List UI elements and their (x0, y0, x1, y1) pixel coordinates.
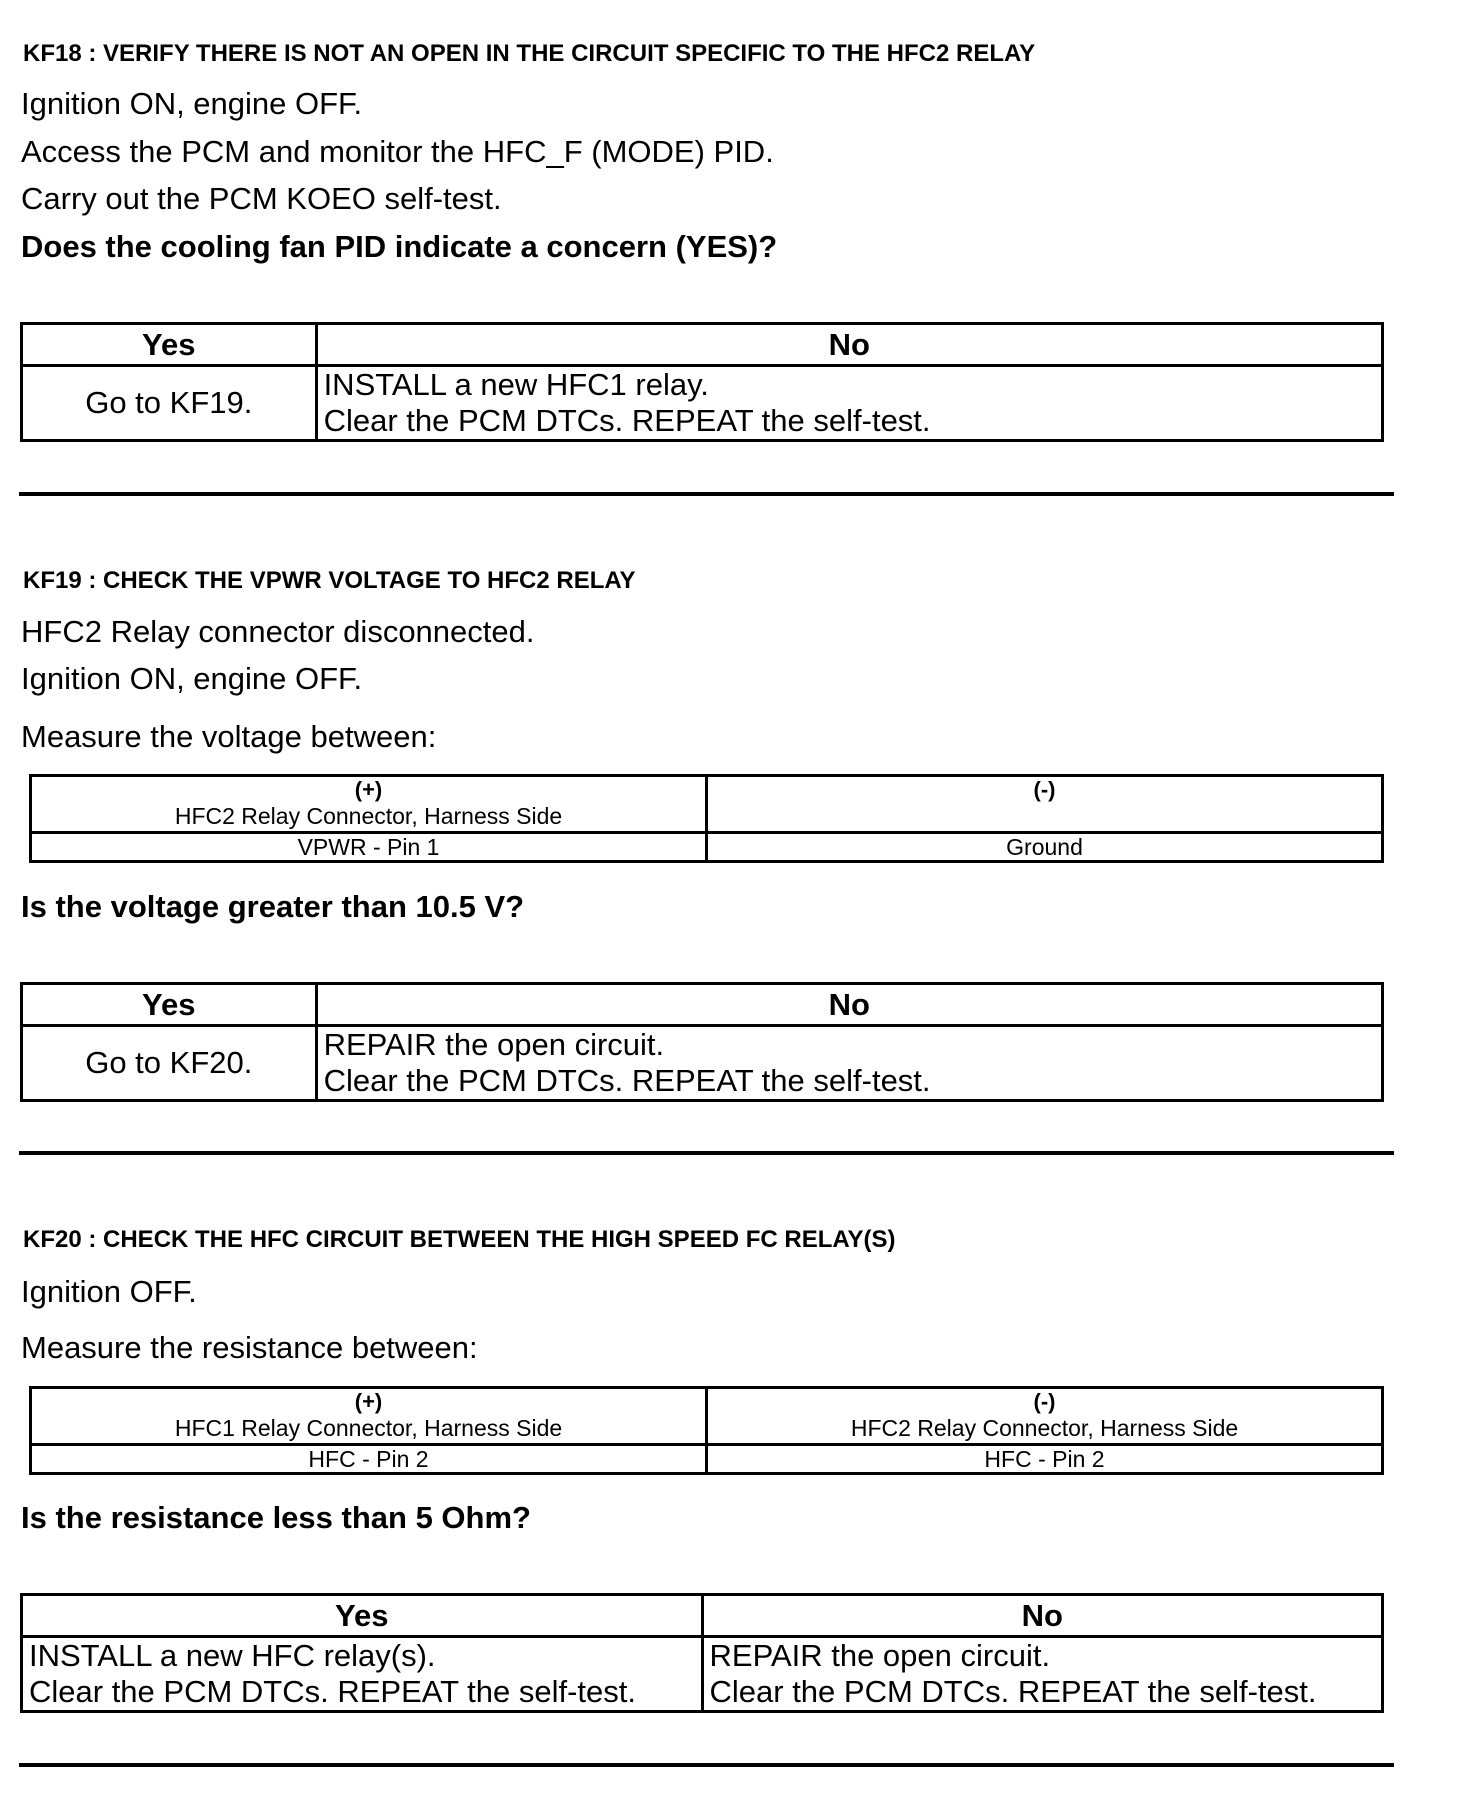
yes-header: Yes (22, 324, 317, 366)
kf19-heading: KF19 : CHECK THE VPWR VOLTAGE TO HFC2 RELAY (23, 567, 636, 594)
no-cell (316, 366, 1382, 441)
minus-header-cell (707, 776, 1383, 833)
kf18-heading: KF18 : VERIFY THERE IS NOT AN OPEN IN THE CIRCUIT SPECIFIC TO THE HFC2 RELAY (23, 40, 1036, 67)
kf20-result-table (20, 1593, 1384, 1713)
no-text-line: Clear the PCM DTCs. REPEAT the self-test. (323, 403, 931, 438)
yes-header: Yes (22, 1595, 703, 1637)
yes-cell (22, 1026, 317, 1101)
yes-cell (22, 1637, 703, 1712)
kf18-step-2: Access the PCM and monitor the HFC_F (MODE) PID. (21, 134, 774, 169)
kf19-measure-table (29, 774, 1384, 863)
kf20-heading: KF20 : CHECK THE HFC CIRCUIT BETWEEN THE HIGH SPEED FC RELAY(S) (23, 1226, 896, 1253)
no-text-line: Clear the PCM DTCs. REPEAT the self-test. (323, 1063, 931, 1098)
no-cell (702, 1637, 1383, 1712)
yes-header: Yes (22, 984, 317, 1026)
minus-symbol: (-) (1033, 1389, 1056, 1414)
minus-value: Ground (707, 833, 1383, 862)
kf19-step-3: Measure the voltage between: (21, 719, 437, 754)
plus-symbol: (+) (354, 1389, 383, 1414)
kf19-question: Is the voltage greater than 10.5 V? (21, 889, 525, 924)
no-text-line: REPAIR the open circuit. (709, 1638, 1051, 1673)
minus-value: HFC - Pin 2 (707, 1445, 1383, 1474)
yes-text-line: Go to KF20. (85, 1045, 253, 1080)
kf19-step-1: HFC2 Relay connector disconnected. (21, 614, 535, 649)
plus-header-cell (31, 1388, 707, 1445)
kf19-result-table (20, 982, 1384, 1102)
minus-header-cell (707, 1388, 1383, 1445)
no-header: No (316, 984, 1382, 1026)
minus-symbol: (-) (1033, 777, 1056, 802)
plus-value: VPWR - Pin 1 (31, 833, 707, 862)
kf20-question: Is the resistance less than 5 Ohm? (21, 1500, 531, 1535)
plus-value: HFC - Pin 2 (31, 1445, 707, 1474)
plus-symbol: (+) (354, 777, 383, 802)
yes-text-line: Go to KF19. (85, 385, 253, 420)
kf20-measure-table (29, 1386, 1384, 1475)
no-header: No (702, 1595, 1383, 1637)
section-divider (19, 492, 1394, 496)
section-divider (19, 1763, 1394, 1767)
yes-text-line: Clear the PCM DTCs. REPEAT the self-test. (29, 1674, 636, 1709)
section-divider (19, 1151, 1394, 1155)
plus-header-cell (31, 776, 707, 833)
kf19-step-2: Ignition ON, engine OFF. (21, 661, 363, 696)
plus-label: HFC1 Relay Connector, Harness Side (174, 1415, 563, 1441)
minus-label: HFC2 Relay Connector, Harness Side (850, 1415, 1239, 1441)
kf18-question: Does the cooling fan PID indicate a concern (YES)? (21, 229, 778, 264)
kf20-step-2: Measure the resistance between: (21, 1330, 478, 1365)
kf18-result-table (20, 322, 1384, 442)
no-text-line: INSTALL a new HFC1 relay. (323, 367, 709, 402)
no-header: No (316, 324, 1382, 366)
yes-cell (22, 366, 317, 441)
kf20-step-1: Ignition OFF. (21, 1274, 197, 1309)
no-text-line: Clear the PCM DTCs. REPEAT the self-test. (709, 1674, 1317, 1709)
kf18-step-3: Carry out the PCM KOEO self-test. (21, 181, 502, 216)
no-text-line: REPAIR the open circuit. (323, 1027, 665, 1062)
plus-label: HFC2 Relay Connector, Harness Side (174, 803, 563, 829)
kf18-step-1: Ignition ON, engine OFF. (21, 86, 363, 121)
yes-text-line: INSTALL a new HFC relay(s). (29, 1638, 436, 1673)
no-cell (316, 1026, 1382, 1101)
